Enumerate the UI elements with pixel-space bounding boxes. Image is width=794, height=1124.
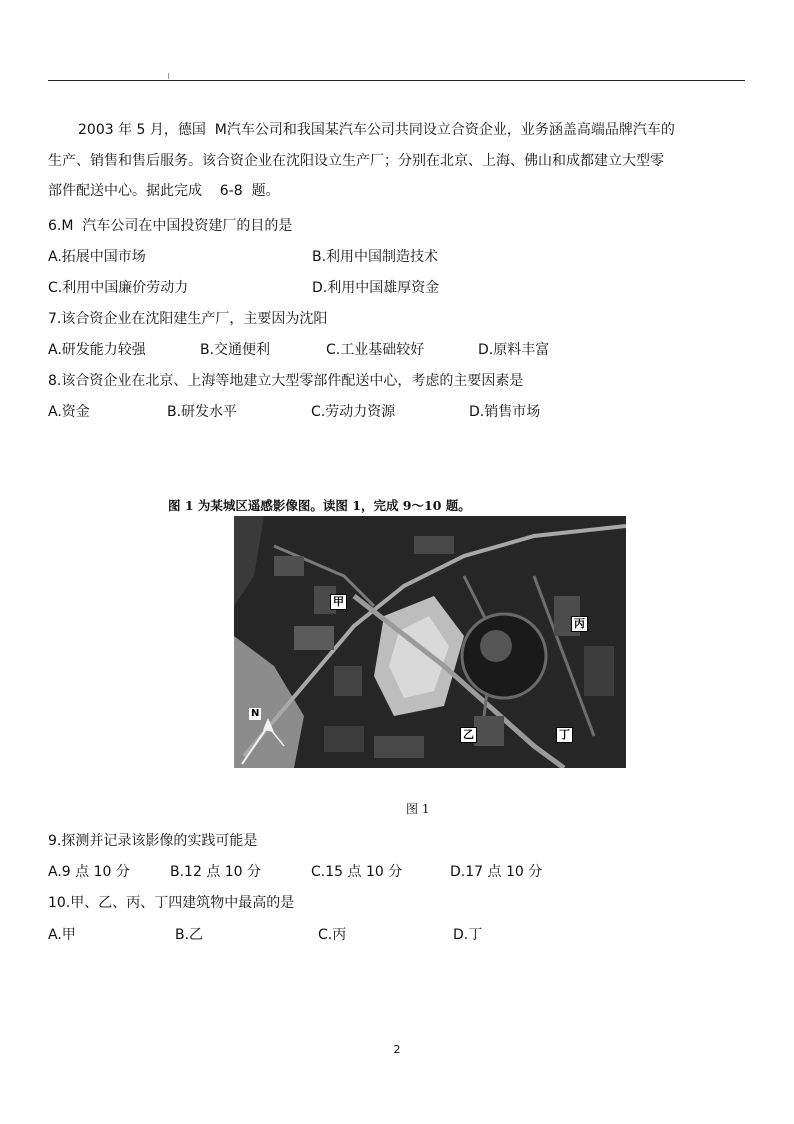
question-6-option-a: A.拓展中国市场	[48, 249, 146, 265]
question-6-option-c: C.利用中国廉价劳动力	[48, 280, 189, 296]
remote-sensing-image	[234, 516, 626, 768]
figure-1	[162, 490, 630, 818]
north-arrow-icon	[238, 712, 288, 768]
question-7-option-d: D.原料丰富	[478, 342, 550, 358]
question-8-option-d: D.销售市场	[469, 404, 541, 420]
intro-line-1: 2003 年 5 月，德国 M汽车公司和我国某汽车公司共同设立合资企业，业务涵盖高端品牌汽车的	[78, 122, 675, 138]
question-8-option-a: A.资金	[48, 404, 90, 420]
page-number: 2	[393, 1043, 401, 1056]
label-ding: 丁	[556, 727, 573, 743]
label-yi: 乙	[460, 727, 477, 743]
question-10-option-b: B.乙	[175, 927, 204, 943]
figure-1-title: 图 1 为某城区遥感影像图。读图 1，完成 9～10 题。	[168, 498, 471, 513]
north-label: N	[251, 708, 260, 719]
intro-line-2: 生产、销售和售后服务。该合资企业在沈阳设立生产厂；分别在北京、上海、佛山和成都建立大型零	[48, 153, 664, 169]
question-8-stem: 8.该合资企业在北京、上海等地建立大型零部件配送中心，考虑的主要因素是	[48, 373, 524, 389]
header-rule	[48, 80, 745, 81]
question-6-option-b: B.利用中国制造技术	[312, 249, 439, 265]
question-7-stem: 7.该合资企业在沈阳建生产厂，主要因为沈阳	[48, 311, 328, 327]
figure-1-caption: 图 1	[406, 802, 430, 816]
label-jia: 甲	[330, 594, 347, 610]
question-9-stem: 9.探测并记录该影像的实践可能是	[48, 833, 258, 849]
question-10-option-c: C.丙	[318, 927, 347, 943]
question-8-option-b: B.研发水平	[167, 404, 238, 420]
question-8-option-c: C.劳动力资源	[311, 404, 396, 420]
question-9-option-a: A.9 点 10 分	[48, 864, 130, 880]
question-10-option-a: A.甲	[48, 927, 76, 943]
question-7-option-b: B.交通便利	[200, 342, 271, 358]
question-10-option-d: D.丁	[453, 927, 483, 943]
question-9-option-d: D.17 点 10 分	[450, 864, 543, 880]
question-7-option-c: C.工业基础较好	[326, 342, 425, 358]
intro-line-3: 部件配送中心。据此完成 6-8 题。	[48, 183, 280, 199]
question-7-option-a: A.研发能力较强	[48, 342, 146, 358]
question-9-option-c: C.15 点 10 分	[311, 864, 403, 880]
label-bing: 丙	[571, 616, 588, 632]
question-10-stem: 10.甲、乙、丙、丁四建筑物中最高的是	[48, 895, 295, 911]
question-6-stem: 6.M 汽车公司在中国投资建厂的目的是	[48, 218, 293, 234]
header-tick-mark	[168, 73, 169, 79]
question-9-option-b: B.12 点 10 分	[170, 864, 262, 880]
question-6-option-d: D.利用中国雄厚资金	[312, 280, 440, 296]
